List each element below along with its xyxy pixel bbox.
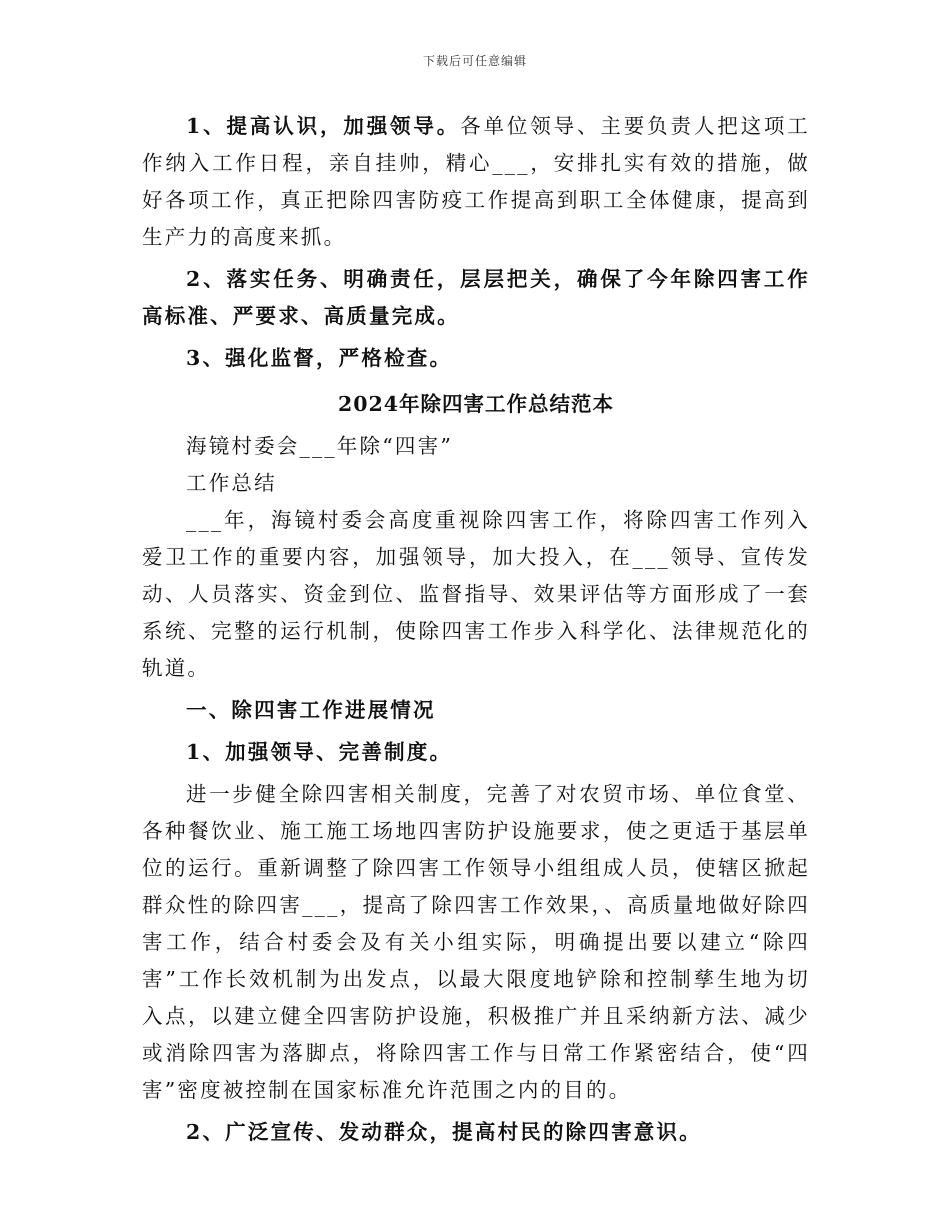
paragraph-7: 进一步健全除四害相关制度，完善了对农贸市场、单位食堂、各种餐饮业、施工施工场地四害防护设施要求，使之更适于基层单位的运行。重新调整了除四害工作领导小组组成人员，使辖区掀起群众性的除四害___，提高了除四害工作效果，、高质量地做好除四害工作，结合村委会及有关小组实际，明确提出要以建立“除四害”工作长效机制为出发点，以最大限度地铲除和控制孳生地为切入点，以建立健全四害防护设施，积极推广并且采纳新方法、减少或消除四害为落脚点，将除四害工作与日常工作紧密结合，使“四害”密度被控制在国家标准允许范围之内的目的。 [142, 782, 810, 1102]
document-body [142, 108, 810, 1151]
paragraph-3: 3、强化监督，严格检查。 [186, 346, 453, 370]
paragraph-1-heading: 1、提高认识，加强领导。 [186, 114, 461, 138]
section-heading-1: 一、除四害工作进展情况 [186, 698, 436, 722]
paragraph-4: 海镜村委会___年除“四害” [186, 434, 454, 458]
subsection-heading-1: 1、加强领导、完善制度。 [186, 740, 453, 764]
paragraph-1-text: 各单位领导、主要负责人把这项工作纳入工作日程，亲自挂帅，精心___，安排扎实有效的措施，做好各项工作，真正把除四害防疫工作提高到职工全体健康，提高到生产力的高度来抓。 [142, 114, 811, 249]
subsection-heading-2: 2、广泛宣传、发动群众，提高村民的除四害意识。 [186, 1120, 702, 1144]
document-title: 2024年除四害工作总结范本 [337, 392, 615, 416]
paragraph-2: 2、落实任务、明确责任，层层把关，确保了今年除四害工作高标准、严要求、高质量完成。 [142, 267, 810, 328]
page-header-note: 下载后可任意编辑 [422, 54, 527, 68]
paragraph-5: 工作总结 [186, 471, 277, 495]
paragraph-6: ___年，海镜村委会高度重视除四害工作，将除四害工作列入爱卫工作的重要内容，加强领导，加大投入，在___领导、宣传发动、人员落实、资金到位、监督指导、效果评估等方面形成了一套系统、完整的运行机制，使除四害工作步入科学化、法律规范化的轨道。 [142, 508, 810, 680]
paragraph-1 [142, 108, 810, 256]
